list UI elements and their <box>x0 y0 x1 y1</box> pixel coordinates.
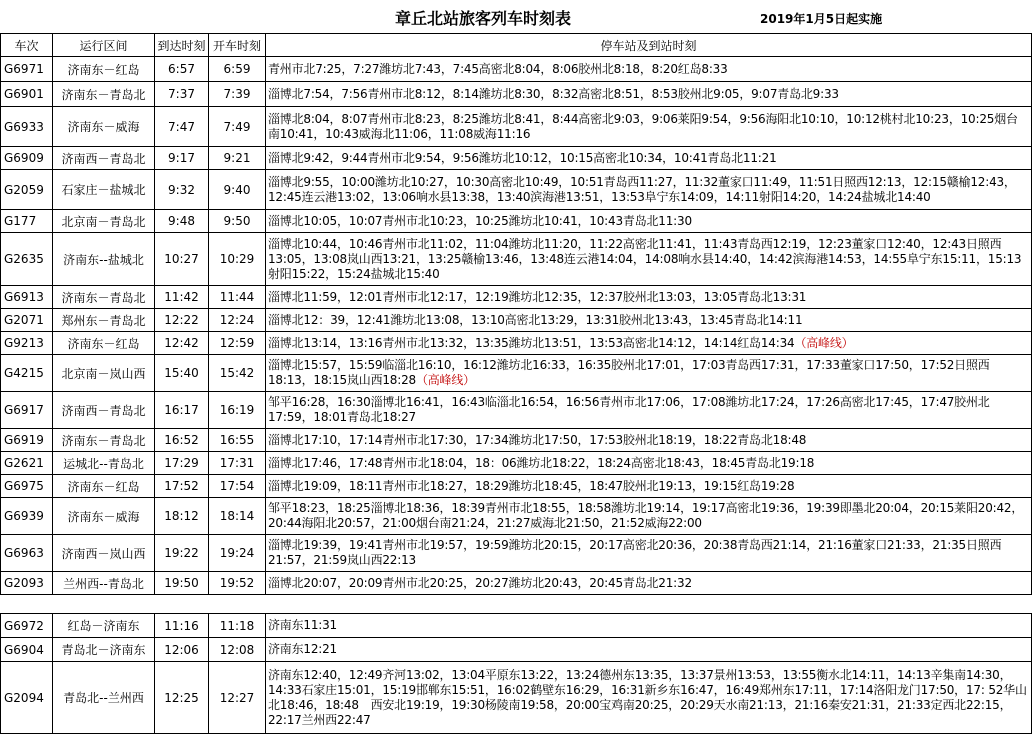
route-cell-text: 石家庄－盐城北 <box>61 183 146 197</box>
arrival-time-text: 12:25 <box>164 690 199 705</box>
departure-time <box>209 332 266 355</box>
train-number-text: G6971 <box>4 62 44 76</box>
arrival-time <box>155 82 209 107</box>
stops-cell-text: 淄博北19:39，19:41青州市北19:57，19:59潍坊北20:15，20:17高密北20:36，20:38青岛西21:14，21:16董家口21:33，21:35日照西21:57，21:59岚山西22:13 <box>268 538 1002 567</box>
train-number <box>1 286 53 309</box>
header-route: 运行区间 <box>53 34 155 57</box>
route-cell <box>53 170 155 210</box>
arrival-time <box>155 429 209 452</box>
stops-cell <box>266 475 1032 498</box>
stops-cell-text: 淄博北8:04，8:07青州市北8:23，8:25潍坊北8:41，8:44高密北9:03，9:06莱阳9:54，9:56海阳北10:10，10:12桃村北10:23，10:25烟台南10:41，10:43威海北11:06，11:08威海11:16 <box>268 111 1018 141</box>
departure-time-text: 11:18 <box>219 618 255 633</box>
arrival-time <box>155 309 209 332</box>
route-cell <box>53 107 155 147</box>
timetable <box>0 33 1032 734</box>
train-number-text: G6904 <box>4 642 44 657</box>
route-cell <box>53 392 155 429</box>
header-departure: 开车时刻 <box>209 34 266 57</box>
departure-time-text: 12:59 <box>219 336 255 350</box>
departure-time <box>209 355 266 392</box>
route-cell <box>53 535 155 572</box>
page-title: 章丘北站旅客列车时刻表 <box>395 9 572 28</box>
stops-cell-text: 淄博北12：39，12:41潍坊北13:08，13:10高密北13:29，13:31胶州北13:43，13:45青岛北14:11 <box>268 312 803 327</box>
departure-time-text: 9:50 <box>223 214 251 228</box>
train-number <box>1 662 53 734</box>
train-number <box>1 498 53 535</box>
arrival-time-text: 12:22 <box>164 313 199 327</box>
train-number-text: G2071 <box>4 313 44 327</box>
stops-cell-text: 淄博北9:42，9:44青州市北9:54，9:56潍坊北10:12，10:15高密北10:34，10:41青岛北11:21 <box>268 150 777 165</box>
train-number <box>1 452 53 475</box>
train-number-text: G2094 <box>4 690 44 705</box>
header-stops: 停车站及到站时刻 <box>266 34 1032 57</box>
stops-cell-text: 淄博北10:05，10:07青州市北10:23，10:25潍坊北10:41，10:43青岛北11:30 <box>268 213 692 228</box>
route-cell <box>53 82 155 107</box>
table-spacer <box>1 595 1032 614</box>
train-number-text: G6939 <box>4 509 44 523</box>
stops-cell-text: 淄博北19:09，18:11青州市北18:27，18:29潍坊北18:45，18:47胶州北19:13，19:15红岛19:28 <box>268 478 795 493</box>
departure-time-text: 15:42 <box>219 366 255 380</box>
table-row <box>1 286 1032 309</box>
train-number-text: G2621 <box>4 456 44 470</box>
arrival-time-text: 19:22 <box>164 546 199 560</box>
stops-cell <box>266 638 1032 662</box>
stops-cell <box>266 233 1032 286</box>
stops-cell <box>266 82 1032 107</box>
stops-cell <box>266 355 1032 392</box>
train-number-text: G2635 <box>4 252 44 266</box>
departure-time <box>209 475 266 498</box>
departure-time-text: 16:19 <box>219 403 255 417</box>
departure-time <box>209 662 266 734</box>
arrival-time-text: 19:50 <box>164 576 199 590</box>
departure-time-text: 18:14 <box>219 509 255 523</box>
departure-time-text: 16:55 <box>219 433 255 447</box>
route-cell-text: 北京南－岚山西 <box>61 366 146 381</box>
stops-cell <box>266 535 1032 572</box>
train-number <box>1 614 53 638</box>
stops-cell <box>266 57 1032 82</box>
train-number-text: G9213 <box>4 336 44 350</box>
table-row <box>1 498 1032 535</box>
route-cell <box>53 452 155 475</box>
table-row <box>1 614 1032 638</box>
train-number-text: G6975 <box>4 479 44 493</box>
departure-time-text: 17:54 <box>219 479 255 493</box>
departure-time <box>209 498 266 535</box>
route-cell-text: 郑州东－青岛北 <box>61 313 146 328</box>
route-cell <box>53 309 155 332</box>
arrival-time <box>155 147 209 170</box>
table-row <box>1 82 1032 107</box>
departure-time <box>209 82 266 107</box>
stops-cell <box>266 309 1032 332</box>
departure-time-text: 12:24 <box>219 313 255 327</box>
train-number-text: G6919 <box>4 433 44 447</box>
train-number <box>1 233 53 286</box>
route-cell-text: 济南东－威海 <box>67 120 140 134</box>
stops-cell <box>266 662 1032 734</box>
route-cell-text: 红岛－济南东 <box>67 619 140 633</box>
stops-cell-text: 济南东12:40，12:49齐河13:02，13:04平原东13:22，13:24德州东13:35，13:37景州13:53，13:55衡水北14:11，14:13辛集南14:30，14:33石家庄15:01，15:19邯郸东15:51，16:02鹤壁东16:29，16:31新乡东16:47，16:49郑州东17:11，17:14洛阳龙门17:50，17: 52华山北18:46，18:48 西安北19:19，19:30杨陵南19:58，20:00宝鸡南20:25，20:29天水南21:13，21:16秦安21:31，21:33定西北22:15，22:17兰州西22:47 <box>268 667 1027 727</box>
table-row <box>1 392 1032 429</box>
table-row <box>1 57 1032 82</box>
departure-time-text: 11:44 <box>219 290 255 304</box>
departure-time-text: 6:59 <box>223 62 251 76</box>
route-cell <box>53 475 155 498</box>
stops-cell-text: 淄博北17:46，17:48青州市北18:04，18：06潍坊北18:22，18:24高密北18:43，18:45青岛北19:18 <box>268 455 815 470</box>
route-cell-text: 济南东－青岛北 <box>61 433 146 448</box>
stops-cell-text: 济南东11:31 <box>268 618 337 632</box>
stops-cell-text: 淄博北20:07，20:09青州市北20:25，20:27潍坊北20:43，20:45青岛北21:32 <box>268 575 692 590</box>
train-number <box>1 355 53 392</box>
arrival-time-text: 18:12 <box>164 509 199 523</box>
departure-time <box>209 614 266 638</box>
arrival-time-text: 12:06 <box>164 642 199 657</box>
table-row <box>1 233 1032 286</box>
route-cell <box>53 662 155 734</box>
departure-time-text: 9:21 <box>223 151 251 165</box>
departure-time-text: 9:40 <box>223 182 251 197</box>
arrival-time-text: 17:29 <box>164 456 199 470</box>
stops-cell-text: 淄博北17:10，17:14青州市北17:30，17:34潍坊北17:50，17:53胶州北18:19，18:22青岛北18:48 <box>268 432 807 447</box>
route-cell <box>53 638 155 662</box>
table-row <box>1 572 1032 595</box>
stops-cell <box>266 147 1032 170</box>
arrival-time <box>155 638 209 662</box>
train-number-text: G6972 <box>4 618 44 633</box>
departure-time <box>209 147 266 170</box>
arrival-time <box>155 57 209 82</box>
route-cell-text: 济南东－青岛北 <box>61 290 146 305</box>
arrival-time <box>155 498 209 535</box>
stops-cell <box>266 210 1032 233</box>
stops-cell <box>266 498 1032 535</box>
table-row <box>1 452 1032 475</box>
stops-cell-text: 邹平18:23，18:25淄博北18:36，18:39青州市北18:55，18:58潍坊北19:14，19:17高密北19:36，19:39即墨北20:04，20:15莱阳20:42，20:44海阳北20:57，21:00烟台南21:24，21:27威海北21:50，21:52威海22:00 <box>268 501 1024 530</box>
table-row <box>1 475 1032 498</box>
table-row <box>1 147 1032 170</box>
route-cell <box>53 614 155 638</box>
peak-line-note: （高峰线） <box>415 373 475 387</box>
train-number <box>1 332 53 355</box>
departure-time-text: 7:49 <box>223 119 251 134</box>
arrival-time <box>155 355 209 392</box>
arrival-time-text: 9:32 <box>168 182 195 197</box>
route-cell <box>53 57 155 82</box>
train-number <box>1 170 53 210</box>
route-cell-text: 济南东－红岛 <box>67 336 140 351</box>
effective-date: 2019年1月5日起实施 <box>760 12 883 26</box>
departure-time <box>209 210 266 233</box>
departure-time <box>209 233 266 286</box>
departure-time <box>209 535 266 572</box>
route-cell <box>53 498 155 535</box>
arrival-time <box>155 535 209 572</box>
route-cell-text: 济南东－红岛 <box>67 479 140 494</box>
route-cell-text: 济南西－岚山西 <box>61 546 146 561</box>
stops-cell-text: 淄博北9:55，10:00潍坊北10:27，10:30高密北10:49，10:51青岛西11:27，11:32董家口11:49，11:51日照西12:13，12:15赣榆12:43，12:45连云港13:02，13:06响水县13:38，13:40滨海港13:51，13:53阜宁东14:09，14:11射阳14:20，14:24盐城北14:40 <box>268 174 1016 204</box>
train-number <box>1 475 53 498</box>
arrival-time <box>155 233 209 286</box>
departure-time <box>209 452 266 475</box>
departure-time <box>209 286 266 309</box>
arrival-time <box>155 614 209 638</box>
train-number <box>1 429 53 452</box>
route-cell <box>53 210 155 233</box>
train-number <box>1 309 53 332</box>
train-number-text: G6917 <box>4 403 44 417</box>
route-cell-text: 兰州西--青岛北 <box>63 576 144 591</box>
arrival-time-text: 10:27 <box>164 252 199 266</box>
route-cell <box>53 572 155 595</box>
peak-line-note: （高峰线） <box>794 335 854 350</box>
arrival-time <box>155 392 209 429</box>
train-number-text: G6963 <box>4 546 44 560</box>
train-number-text: G4215 <box>4 366 44 380</box>
arrival-time-text: 7:37 <box>168 87 195 101</box>
train-number-text: G6909 <box>4 151 44 165</box>
route-cell-text: 青岛北－济南东 <box>61 643 146 657</box>
table-row <box>1 535 1032 572</box>
route-cell-text: 运城北--青岛北 <box>63 456 144 471</box>
train-number <box>1 57 53 82</box>
arrival-time-text: 16:17 <box>164 403 199 417</box>
arrival-time-text: 11:42 <box>164 290 199 304</box>
table-row <box>1 210 1032 233</box>
stops-cell <box>266 392 1032 429</box>
train-number-text: G6901 <box>4 87 44 101</box>
stops-cell-text: 淄博北10:44，10:46青州市北11:02，11:04潍坊北11:20，11:22高密北11:41，11:43青岛西12:19，12:23董家口12:40，12:43日照西13:05，13:08岚山西13:21，13:25赣榆13:46，13:48连云港14:04，14:08响水县14:40，14:42滨海港14:53，14:55阜宁东15:11，15:13射阳15:22，15:24盐城北15:40 <box>268 236 1022 281</box>
table-row <box>1 332 1032 355</box>
departure-time <box>209 57 266 82</box>
arrival-time <box>155 107 209 147</box>
route-cell-text: 济南东--盐城北 <box>63 252 144 267</box>
table-row <box>1 355 1032 392</box>
arrival-time-text: 12:42 <box>164 336 199 350</box>
route-cell <box>53 355 155 392</box>
header-row <box>1 34 1032 57</box>
stops-cell-text: 青州市北7:25，7:27潍坊北7:43，7:45高密北8:04，8:06胶州北8:18，8:20红岛8:33 <box>268 61 728 76</box>
route-cell <box>53 233 155 286</box>
route-cell-text: 北京南－青岛北 <box>61 214 146 229</box>
arrival-time <box>155 286 209 309</box>
table-row <box>1 662 1032 734</box>
table-body-return <box>1 614 1032 734</box>
route-cell-text: 济南西－青岛北 <box>61 403 146 418</box>
departure-time-text: 12:27 <box>219 690 255 705</box>
departure-time <box>209 309 266 332</box>
route-cell-text: 济南东－威海 <box>67 509 140 524</box>
arrival-time <box>155 572 209 595</box>
arrival-time <box>155 332 209 355</box>
stops-cell-text: 淄博北11:59，12:01青州市北12:17，12:19潍坊北12:35，12:37胶州北13:03，13:05青岛北13:31 <box>268 289 807 304</box>
arrival-time-text: 16:52 <box>164 433 199 447</box>
arrival-time-text: 9:17 <box>168 151 195 165</box>
arrival-time-text: 17:52 <box>164 479 199 493</box>
arrival-time <box>155 475 209 498</box>
stops-cell <box>266 572 1032 595</box>
train-number <box>1 572 53 595</box>
train-number-text: G6913 <box>4 290 44 304</box>
train-number <box>1 210 53 233</box>
train-number <box>1 147 53 170</box>
route-cell <box>53 286 155 309</box>
departure-time <box>209 392 266 429</box>
departure-time-text: 17:31 <box>219 456 255 470</box>
departure-time <box>209 638 266 662</box>
arrival-time-text: 6:57 <box>168 62 195 76</box>
arrival-time-text: 9:48 <box>168 214 195 228</box>
train-number <box>1 638 53 662</box>
stops-cell <box>266 429 1032 452</box>
table-row <box>1 170 1032 210</box>
departure-time-text: 19:52 <box>219 576 255 590</box>
train-number <box>1 392 53 429</box>
departure-time <box>209 572 266 595</box>
stops-cell-text: 邹平16:28，16:30淄博北16:41，16:43临淄北16:54，16:56青州市北17:06，17:08潍坊北17:24，17:26高密北17:45，17:47胶州北17:59，18:01青岛北18:27 <box>268 395 990 424</box>
table-row <box>1 107 1032 147</box>
route-cell-text: 青岛北--兰州西 <box>63 691 144 705</box>
arrival-time <box>155 662 209 734</box>
stops-cell-text: 济南东12:21 <box>268 642 337 656</box>
stops-cell-text: 淄博北7:54，7:56青州市北8:12，8:14潍坊北8:30，8:32高密北8:51，8:53胶州北9:05，9:07青岛北9:33 <box>268 86 839 101</box>
header-arrival: 到达时刻 <box>155 34 209 57</box>
header-train: 车次 <box>1 34 53 57</box>
departure-time-text: 7:39 <box>223 87 251 101</box>
route-cell-text: 济南西－青岛北 <box>61 151 146 166</box>
arrival-time <box>155 170 209 210</box>
route-cell <box>53 429 155 452</box>
train-number-text: G6933 <box>4 119 44 134</box>
arrival-time-text: 15:40 <box>164 366 199 380</box>
train-number-text: G177 <box>4 214 37 228</box>
arrival-time-text: 11:16 <box>164 618 199 633</box>
departure-time-text: 12:08 <box>219 642 255 657</box>
train-number-text: G2059 <box>4 182 44 197</box>
stops-cell <box>266 170 1032 210</box>
train-number <box>1 535 53 572</box>
stops-cell <box>266 286 1032 309</box>
stops-cell <box>266 614 1032 638</box>
stops-cell-text: 淄博北13:14，13:16青州市北13:32，13:35潍坊北13:51，13:53高密北14:12，14:14红岛14:34 <box>268 335 795 350</box>
route-cell-text: 济南东－红岛 <box>67 62 140 77</box>
train-number-text: G2093 <box>4 576 44 590</box>
stops-cell <box>266 107 1032 147</box>
stops-cell-text: 淄博北15:57，15:59临淄北16:10，16:12潍坊北16:33，16:35胶州北17:01，17:03青岛西17:31，17:33董家口17:50，17:52日照西18:13，18:15岚山西18:28 <box>268 358 990 387</box>
departure-time <box>209 429 266 452</box>
title-bar <box>0 0 1033 33</box>
departure-time <box>209 170 266 210</box>
arrival-time <box>155 452 209 475</box>
train-number <box>1 82 53 107</box>
departure-time <box>209 107 266 147</box>
stops-cell <box>266 452 1032 475</box>
table-row <box>1 429 1032 452</box>
table-row <box>1 309 1032 332</box>
route-cell <box>53 147 155 170</box>
departure-time-text: 19:24 <box>219 546 255 560</box>
spacer-row <box>1 595 1032 614</box>
arrival-time-text: 7:47 <box>168 119 195 134</box>
route-cell <box>53 332 155 355</box>
table-body-outbound <box>1 57 1032 595</box>
route-cell-text: 济南东－青岛北 <box>61 87 146 102</box>
stops-cell <box>266 332 1032 355</box>
train-number <box>1 107 53 147</box>
arrival-time <box>155 210 209 233</box>
departure-time-text: 10:29 <box>219 252 255 266</box>
table-row <box>1 638 1032 662</box>
